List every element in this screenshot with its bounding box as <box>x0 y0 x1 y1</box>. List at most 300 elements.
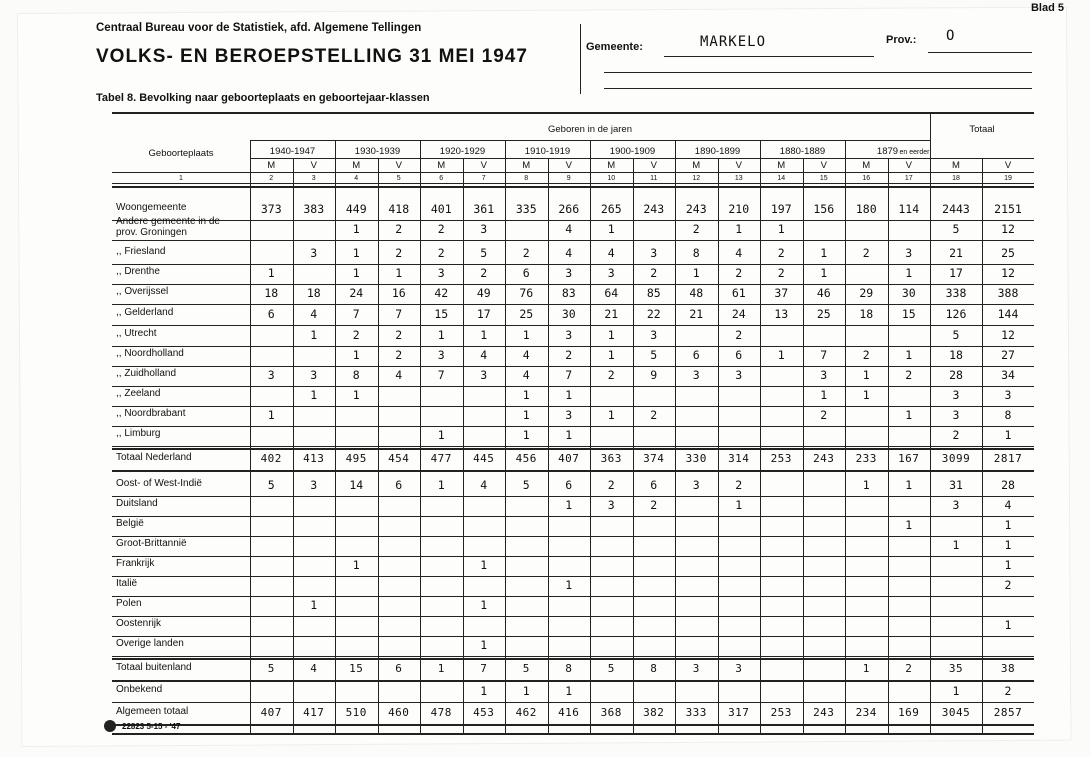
table-cell: 4 <box>607 246 615 260</box>
table-cell: 16 <box>391 286 406 300</box>
table-cell: 6 <box>395 662 403 675</box>
row-label <box>116 618 161 629</box>
table-cell: 1 <box>522 328 530 342</box>
table-cell: 388 <box>997 286 1019 300</box>
table-cell: 413 <box>303 452 325 465</box>
table-cell: 383 <box>303 202 325 216</box>
table-cell: 1 <box>905 408 913 422</box>
row-label-text: Andere gemeente in de <box>116 216 220 227</box>
row-rule <box>112 446 1034 447</box>
table-cell: 462 <box>515 706 537 719</box>
table-cell: 24 <box>349 286 364 300</box>
table-cell: 5 <box>952 222 960 236</box>
table-cell: 12 <box>1001 266 1015 280</box>
table-cell: 14 <box>349 478 364 492</box>
table-cell: 5 <box>607 662 615 675</box>
col-number: 13 <box>734 175 743 182</box>
row-label <box>116 408 186 419</box>
vline-group <box>845 140 846 733</box>
table-cell: 1 <box>565 388 573 402</box>
table-cell: 38 <box>1000 662 1016 675</box>
row-label <box>116 216 220 238</box>
table-cell: 3 <box>565 408 573 422</box>
row-label <box>116 478 202 489</box>
table-cell: 416 <box>558 706 580 719</box>
table-cell: 4 <box>1004 498 1012 512</box>
row-label-text: ,, Drenthe <box>116 266 160 277</box>
table-cell: 1 <box>862 368 870 382</box>
table-cell: 1 <box>735 498 743 512</box>
col-number: 9 <box>566 175 571 182</box>
table-cell: 1 <box>437 328 445 342</box>
table-cell: 1 <box>437 428 445 442</box>
bureau-name: Centraal Bureau voor de Statistiek, afd. Algemene Tellingen <box>96 22 422 34</box>
table-cell: 12 <box>1001 222 1015 236</box>
table-cell: 7 <box>437 368 445 382</box>
table-cell: 2 <box>650 266 658 280</box>
table-cell: 5 <box>522 662 530 675</box>
table-cell: 8 <box>650 662 658 675</box>
table-cell: 21 <box>604 307 619 321</box>
sex-label: V <box>735 160 742 171</box>
row-rule <box>112 426 1034 427</box>
table-cell: 314 <box>728 452 750 465</box>
table-cell: 2 <box>735 478 743 492</box>
sex-label: M <box>437 160 446 171</box>
table-cell: 3 <box>437 266 445 280</box>
header-rule-period <box>250 158 1034 159</box>
table-cell: 1 <box>607 348 615 362</box>
sex-label: M <box>522 160 531 171</box>
col-number: 2 <box>269 175 274 182</box>
table-cell: 1 <box>565 578 573 592</box>
table-cell: 361 <box>473 202 495 216</box>
table-cell: 253 <box>770 706 792 719</box>
table-cell: 156 <box>813 202 835 216</box>
table-cell: 1 <box>352 246 360 260</box>
table-cell: 1 <box>565 498 573 512</box>
row-label <box>116 662 192 673</box>
table-cell: 1 <box>310 388 318 402</box>
table-cell: 4 <box>395 368 403 382</box>
table-cell: 6 <box>692 348 700 362</box>
row-label-text: ,, Zuidholland <box>116 368 177 379</box>
table-cell: 2 <box>905 368 913 382</box>
table-cell: 30 <box>561 307 576 321</box>
table-cell: 2 <box>522 246 530 260</box>
table-cell: 454 <box>388 452 410 465</box>
row-label <box>116 578 137 589</box>
period-label: 1900-1909 <box>609 146 656 157</box>
row-rule <box>112 616 1034 617</box>
table-cell: 28 <box>949 368 963 382</box>
row-label <box>116 246 165 257</box>
table-cell: 46 <box>816 286 831 300</box>
table-cell: 3 <box>735 368 743 382</box>
table-cell: 35 <box>948 662 964 675</box>
table-cell: 445 <box>473 452 495 465</box>
total-buitenland-top-rule <box>112 658 1034 660</box>
table-cell: 180 <box>855 202 877 216</box>
table-cell: 76 <box>519 286 534 300</box>
table-cell: 3 <box>952 388 960 402</box>
sex-label: V <box>650 160 657 171</box>
col-group-label: Geboren in de jaren <box>548 124 632 135</box>
col-total-label: Totaal <box>969 124 995 135</box>
table-cell: 1 <box>437 662 445 675</box>
period-label: 1910-1919 <box>524 146 571 157</box>
table-cell: 61 <box>731 286 746 300</box>
table-cell: 335 <box>515 202 537 216</box>
table-cell: 1 <box>310 328 318 342</box>
table-cell: 3 <box>650 246 658 260</box>
table-cell: 407 <box>260 706 282 719</box>
table-cell: 5 <box>267 662 275 675</box>
table-cell: 1 <box>735 222 743 236</box>
table-cell: 18 <box>264 286 279 300</box>
row-rule <box>112 346 1034 347</box>
sex-label: V <box>480 160 487 171</box>
table-cell: 2 <box>607 478 615 492</box>
table-cell: 510 <box>345 706 367 719</box>
prov-underline <box>928 52 1032 53</box>
table-cell: 1 <box>862 662 870 675</box>
table-cell: 4 <box>522 368 530 382</box>
row-label-text: Onbekend <box>116 684 163 695</box>
col-number: 17 <box>904 175 913 182</box>
table-cell: 2 <box>777 246 785 260</box>
table-cell: 1 <box>480 598 488 612</box>
table-cell: 317 <box>728 706 750 719</box>
table-cell: 1 <box>522 684 530 698</box>
sex-label: M <box>952 160 960 171</box>
row-label-text: ,, Friesland <box>116 246 166 257</box>
table-cell: 25 <box>1001 246 1015 260</box>
table-cell: 3 <box>310 478 318 492</box>
table-cell: 7 <box>480 662 488 675</box>
table-cell: 18 <box>949 348 963 362</box>
table-cell: 382 <box>643 706 665 719</box>
table-cell: 42 <box>434 286 449 300</box>
row-rule <box>112 496 1034 497</box>
header-divider <box>580 24 581 94</box>
table-cell: 1 <box>905 348 913 362</box>
table-bottom-rule <box>112 733 1034 735</box>
table-cell: 1 <box>565 684 573 698</box>
table-cell: 5 <box>267 478 275 492</box>
form-title: VOLKS- EN BEROEPSTELLING 31 MEI 1947 <box>96 46 528 67</box>
sex-label: M <box>692 160 701 171</box>
table-cell: 1 <box>607 222 615 236</box>
table-cell: 1 <box>267 266 275 280</box>
sex-label: M <box>862 160 871 171</box>
col-number: 14 <box>777 175 786 182</box>
row-label-text: Woongemeente <box>116 202 187 213</box>
table-cell: 3 <box>905 246 913 260</box>
row-label <box>116 498 158 509</box>
table-cell: 1 <box>1004 428 1012 442</box>
table-cell: 4 <box>480 348 488 362</box>
row-label-text: ,, Utrecht <box>116 328 157 339</box>
table-cell: 2 <box>820 408 828 422</box>
table-cell: 31 <box>949 478 963 492</box>
table-cell: 1 <box>522 408 530 422</box>
row-rule <box>112 304 1034 305</box>
row-label <box>116 202 186 213</box>
table-cell: 37 <box>774 286 789 300</box>
sheet-number: Blad 5 <box>1030 2 1064 14</box>
table-cell: 3 <box>480 368 488 382</box>
table-cell: 243 <box>813 706 835 719</box>
table-cell: 1 <box>480 684 488 698</box>
table-cell: 24 <box>731 307 746 321</box>
row-label <box>116 638 184 649</box>
table-cell: 2 <box>777 266 785 280</box>
table-cell: 3 <box>480 222 488 236</box>
table-cell: 233 <box>855 452 877 465</box>
table-cell: 363 <box>600 452 622 465</box>
table-cell: 126 <box>945 307 967 321</box>
table-cell: 3 <box>310 368 318 382</box>
table-cell: 2 <box>1004 578 1012 592</box>
table-cell: 1 <box>480 328 488 342</box>
row-label-text: Polen <box>116 598 142 609</box>
table-cell: 253 <box>770 452 792 465</box>
table-cell: 2 <box>735 328 743 342</box>
footer-code: 22823 5-15 - '47 <box>122 722 181 731</box>
sex-label: M <box>777 160 786 171</box>
table-cell: 2 <box>437 222 445 236</box>
table-cell: 368 <box>600 706 622 719</box>
table-cell: 1 <box>777 222 785 236</box>
total-nederland-top-rule <box>112 448 1034 450</box>
table-cell: 197 <box>770 202 792 216</box>
sex-label: M <box>607 160 616 171</box>
table-cell: 3 <box>607 266 615 280</box>
row-rule <box>112 636 1034 637</box>
table-cell: 4 <box>735 246 743 260</box>
table-cell: 3045 <box>941 706 971 719</box>
table-cell: 48 <box>689 286 704 300</box>
table-cell: 2 <box>480 266 488 280</box>
table-cell: 3 <box>692 368 700 382</box>
table-cell: 1 <box>310 598 318 612</box>
table-cell: 401 <box>430 202 452 216</box>
table-cell: 2 <box>352 328 360 342</box>
table-cell: 8 <box>1004 408 1012 422</box>
sex-label: V <box>1004 160 1012 171</box>
table-cell: 64 <box>604 286 619 300</box>
row-label-text: ,, Zeeland <box>116 388 161 399</box>
row-label <box>116 307 173 318</box>
table-cell: 6 <box>395 478 403 492</box>
col-number: 10 <box>607 175 616 182</box>
col-number: 3 <box>311 175 316 182</box>
table-cell: 2 <box>735 266 743 280</box>
table-cell: 3 <box>310 246 318 260</box>
period-label: 1930-1939 <box>354 146 401 157</box>
row-rule <box>112 240 1034 241</box>
row-label-text-2: prov. Groningen <box>116 227 187 238</box>
gemeente-underline <box>664 56 874 57</box>
table-cell: 2 <box>395 328 403 342</box>
row-rule <box>112 284 1034 285</box>
table-cell: 3 <box>692 478 700 492</box>
sex-label: V <box>905 160 912 171</box>
table-cell: 3 <box>437 348 445 362</box>
table-cell: 1 <box>1004 618 1012 632</box>
row-rule <box>112 264 1034 265</box>
row-label <box>116 428 160 439</box>
row-rule <box>112 576 1034 577</box>
table-cell: 1 <box>522 428 530 442</box>
row-label-text: Oostenrijk <box>116 618 162 629</box>
period-label: 1879 <box>876 146 899 157</box>
table-cell: 407 <box>558 452 580 465</box>
row-label <box>116 368 176 379</box>
table-cell: 478 <box>430 706 452 719</box>
table-cell: 18 <box>306 286 321 300</box>
table-cell: 6 <box>267 307 275 321</box>
col-number: 16 <box>862 175 871 182</box>
row-label <box>116 388 160 399</box>
table-cell: 402 <box>260 452 282 465</box>
sex-label: V <box>310 160 317 171</box>
table-cell: 7 <box>395 307 403 321</box>
table-cell: 210 <box>728 202 750 216</box>
row-rule <box>112 406 1034 407</box>
table-cell: 2 <box>607 368 615 382</box>
table-cell: 29 <box>859 286 874 300</box>
row-label-text: Oost- of West-Indië <box>116 478 202 489</box>
row-label <box>116 538 187 549</box>
row-label-text: ,, Noordholland <box>116 348 184 359</box>
sex-label: M <box>267 160 276 171</box>
table-cell: 5 <box>650 348 658 362</box>
table-cell: 1 <box>905 266 913 280</box>
table-cell: 1 <box>862 388 870 402</box>
col-number: 7 <box>481 175 486 182</box>
table-cell: 1 <box>352 348 360 362</box>
table-cell: 234 <box>855 706 877 719</box>
sex-label: V <box>820 160 827 171</box>
table-cell: 5 <box>952 328 960 342</box>
table-cell: 373 <box>260 202 282 216</box>
table-cell: 477 <box>430 452 452 465</box>
table-cell: 2 <box>862 246 870 260</box>
period-label: 1890-1899 <box>694 146 741 157</box>
table-cell: 1 <box>1004 558 1012 572</box>
table-cell: 2 <box>395 222 403 236</box>
table-cell: 49 <box>476 286 491 300</box>
table-cell: 4 <box>480 478 488 492</box>
table-cell: 456 <box>515 452 537 465</box>
row-label-text: Italië <box>116 578 138 589</box>
table-cell: 34 <box>1001 368 1015 382</box>
table-cell: 1 <box>480 638 488 652</box>
table-cell: 8 <box>565 662 573 675</box>
table-cell: 114 <box>898 202 920 216</box>
table-cell: 7 <box>565 368 573 382</box>
table-cell: 243 <box>685 202 707 216</box>
table-cell: 8 <box>692 246 700 260</box>
table-cell: 1 <box>862 478 870 492</box>
table-cell: 25 <box>816 307 831 321</box>
table-cell: 1 <box>820 246 828 260</box>
table-cell: 2817 <box>993 452 1023 465</box>
table-cell: 3 <box>267 368 275 382</box>
col-number: 8 <box>524 175 529 182</box>
row-label-text: België <box>116 518 144 529</box>
row-rule <box>112 596 1034 597</box>
table-cell: 1 <box>1004 518 1012 532</box>
row-rule <box>112 656 1034 657</box>
table-cell: 374 <box>643 452 665 465</box>
table-cell: 2443 <box>942 202 970 216</box>
table-cell: 3 <box>820 368 828 382</box>
table-cell: 2 <box>952 428 960 442</box>
table-cell: 1 <box>480 558 488 572</box>
row-label <box>116 452 192 463</box>
col-first-label: Geboorteplaats <box>148 148 214 159</box>
table-cell: 266 <box>558 202 580 216</box>
row-label <box>116 558 154 569</box>
row-label-text: Overige landen <box>116 638 184 649</box>
row-rule <box>112 724 1034 726</box>
table-cell: 4 <box>310 662 318 675</box>
table-cell: 1 <box>565 428 573 442</box>
prov-value: O <box>946 28 955 44</box>
table-cell: 1 <box>267 408 275 422</box>
period-last-suffix: en eerder <box>899 149 930 156</box>
table-cell: 1 <box>692 266 700 280</box>
row-label <box>116 684 162 695</box>
row-label-text: ,, Overijssel <box>116 286 169 297</box>
row-rule <box>112 536 1034 537</box>
table-cell: 15 <box>901 307 916 321</box>
vline-first <box>250 140 251 733</box>
table-cell: 1 <box>352 388 360 402</box>
table-cell: 2 <box>650 498 658 512</box>
table-cell: 5 <box>522 478 530 492</box>
table-cell: 1 <box>777 348 785 362</box>
header-rule-2 <box>604 88 1032 89</box>
table-cell: 417 <box>303 706 325 719</box>
table-cell: 6 <box>565 478 573 492</box>
table-cell: 2 <box>862 348 870 362</box>
table-cell: 21 <box>689 307 704 321</box>
row-rule <box>112 556 1034 557</box>
table-cell: 8 <box>352 368 360 382</box>
table-cell: 1 <box>905 478 913 492</box>
table-cell: 1 <box>522 388 530 402</box>
row-label <box>116 518 144 529</box>
table-cell: 418 <box>388 202 410 216</box>
row-label-text: ,, Limburg <box>116 428 161 439</box>
table-cell: 167 <box>898 452 920 465</box>
col-number: 6 <box>439 175 444 182</box>
row-label <box>116 706 188 717</box>
table-cell: 15 <box>434 307 449 321</box>
table-cell: 3 <box>692 662 700 675</box>
table-cell: 1 <box>952 684 960 698</box>
table-cell: 85 <box>646 286 661 300</box>
row-label-text: ,, Gelderland <box>116 307 174 318</box>
table-cell: 1 <box>607 328 615 342</box>
table-cell: 15 <box>349 662 364 675</box>
table-cell: 1 <box>820 266 828 280</box>
table-title: Tabel 8. Bevolking naar geboorteplaats en geboortejaar-klassen <box>96 92 430 104</box>
